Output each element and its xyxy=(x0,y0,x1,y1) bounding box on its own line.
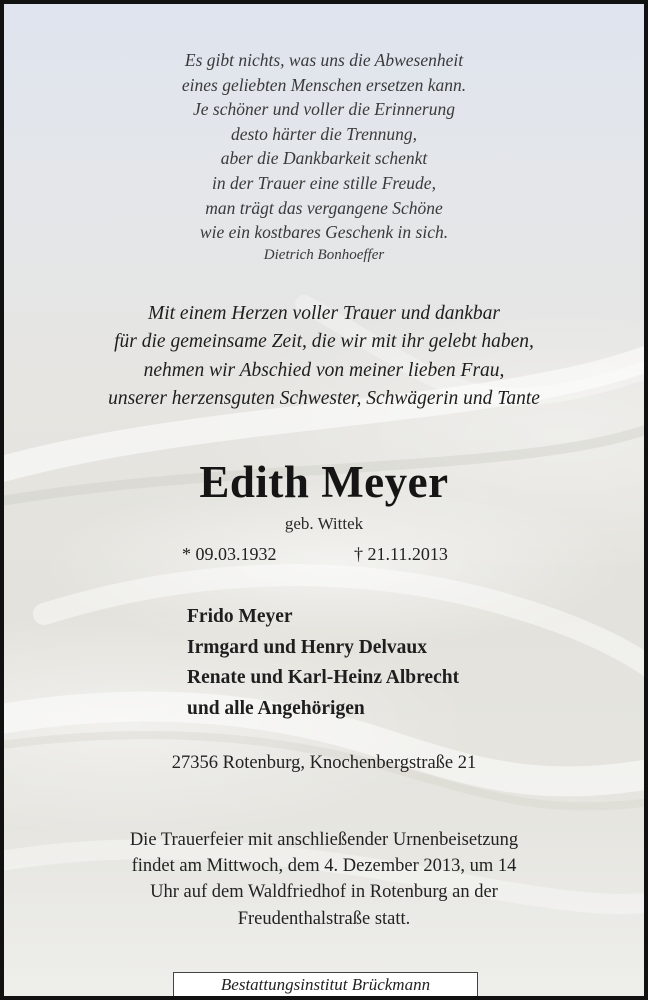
quote-line: aber die Dankbarkeit schenkt xyxy=(220,148,428,169)
mourner-name: und alle Angehörigen xyxy=(187,698,365,720)
death-date: † 21.11.2013 xyxy=(354,544,448,564)
quote-line: in der Trauer eine stille Freude, xyxy=(212,172,436,193)
funeral-home-label: Bestattungsinstitut Brückmann xyxy=(173,972,478,998)
intro-line: Mit einem Herzen voller Trauer und dankbar xyxy=(147,303,501,324)
service-line: Die Trauerfeier mit anschließender Urnenbeisetzung xyxy=(129,830,519,850)
service-line: Freudenthalstraße statt. xyxy=(237,908,411,929)
quote-line: wie ein kostbares Geschenk in sich. xyxy=(199,222,449,243)
mourners-list xyxy=(187,602,459,725)
quote-line: Je schöner und voller die Erinnerung xyxy=(193,99,455,120)
intro-line: für die gemeinsame Zeit, die wir mit ihr gelebt haben, xyxy=(114,331,534,353)
quote-line: man trägt das vergangene Schöne xyxy=(205,197,443,218)
service-line: findet am Mittwoch, dem 4. Dezember 2013, um 14 xyxy=(131,856,517,877)
quote-line: desto härter die Trennung, xyxy=(230,123,417,144)
quote-line: eines geliebten Menschen ersetzen kann. xyxy=(181,74,467,95)
mourner-name: Frido Meyer xyxy=(187,606,293,627)
quote-line: Es gibt nichts, was uns die Abwesenheit xyxy=(184,50,464,70)
funeral-service-info xyxy=(4,827,644,932)
service-line: Uhr auf dem Waldfriedhof in Rotenburg an der xyxy=(150,882,498,903)
intro-line: unserer herzensguten Schwester, Schwägerin und Tante xyxy=(108,388,540,410)
family-address: 27356 Rotenburg, Knochenbergstraße 21 xyxy=(171,753,477,773)
mourner-name: Irmgard und Henry Delvaux xyxy=(187,636,427,658)
mourner-name: Renate und Karl-Heinz Albrecht xyxy=(187,667,460,689)
deceased-name: Edith Meyer xyxy=(199,457,449,507)
bonhoeffer-quote xyxy=(4,48,644,245)
maiden-name: geb. Wittek xyxy=(284,514,364,533)
intro-text xyxy=(4,300,644,414)
intro-line: nehmen wir Abschied von meiner lieben Frau, xyxy=(143,359,505,381)
quote-author: Dietrich Bonhoeffer xyxy=(263,247,385,263)
birth-date: * 09.03.1932 xyxy=(182,544,277,564)
